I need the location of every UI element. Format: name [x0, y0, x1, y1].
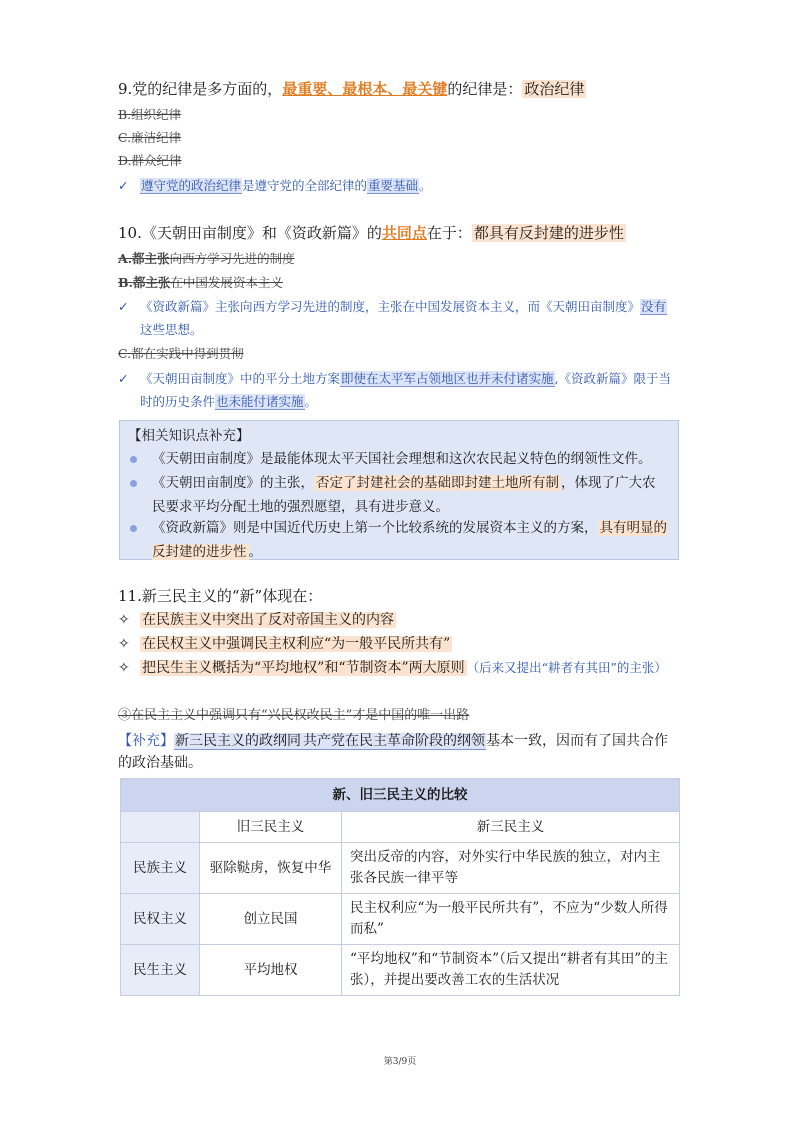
- diamond-bullet-icon: ✧: [118, 636, 130, 652]
- q10-option-a: [118, 249, 295, 269]
- q11-point-3-note: （后来又提出“耕者有其田”的主张）: [466, 660, 667, 675]
- table-row: [121, 894, 680, 945]
- q10-option-b-strong: B.都主张: [118, 275, 171, 290]
- knowledge-b3-a: 《资政新篇》则是中国近代历史上第一个比较系统的发展资本主义的方案，: [152, 520, 598, 536]
- bullet-dot-icon: [130, 456, 137, 463]
- row-name: 民族主义: [121, 843, 200, 894]
- q11-supplement-highlight-2: 共产党在民主革命阶段的纲领: [303, 733, 485, 749]
- q10-note-b-highlight: 没有: [641, 299, 667, 314]
- row-name: 民权主义: [121, 894, 200, 945]
- q10-note-b-text: 《资政新篇》主张向西方学习先进的制度，主张在中国发展资本主义，而《天朝田亩制度》: [140, 299, 641, 314]
- q10-note-c-c: ,《资政新篇》限于当时的历史条件: [140, 371, 672, 409]
- q11-supplement-highlight-1: 新三民主义的政纲同: [175, 733, 301, 749]
- q10-option-c: C.都在实践中得到贯彻: [118, 346, 244, 361]
- q10-emphasis: 共同点: [381, 224, 427, 242]
- diamond-bullet-icon: ✧: [118, 660, 130, 676]
- table-corner: [121, 812, 200, 843]
- bullet-dot-icon: [130, 525, 137, 532]
- table-row: [121, 945, 680, 996]
- row-new: 民主权利应“为一般平民所共有”，不应为“少数人所得而私”: [342, 894, 680, 945]
- q9-note-end: 。: [419, 178, 432, 193]
- table-title: 新、旧三民主义的比较: [121, 779, 680, 812]
- page-number: 第3/9页: [383, 1057, 417, 1067]
- q10-note-b-tail: 这些思想。: [140, 322, 203, 337]
- q10-explanation-b: [118, 295, 678, 341]
- knowledge-b2-c: ，体现了广大农民要求平均分配土地的强烈愿望，具有进步意义。: [152, 475, 656, 515]
- row-old: 平均地权: [200, 945, 342, 996]
- col-new: 新三民主义: [342, 812, 680, 843]
- q11-wrong-option: ③在民主主义中强调只有“兴民权改民主”才是中国的唯一出路: [118, 708, 470, 723]
- q9-note-highlight-2: 重要基础: [368, 178, 419, 193]
- q10-mid: 在于：: [426, 224, 472, 242]
- bullet-dot-icon: [130, 480, 137, 487]
- row-old: 创立民国: [200, 894, 342, 945]
- table-header-row: [121, 812, 680, 843]
- q11-point-1: [118, 609, 396, 631]
- q9-mid: 的纪律是：: [447, 80, 523, 98]
- row-name: 民生主义: [121, 945, 200, 996]
- knowledge-b3-c: 。: [248, 544, 262, 560]
- q11-supplement-tag: 【补充】: [118, 733, 174, 749]
- knowledge-b2-highlight: 否定了封建社会的基础即封建土地所有制: [316, 475, 559, 491]
- q9-explanation: [118, 174, 678, 197]
- q11-point-1-text: 在民族主义中突出了反对帝国主义的内容: [142, 612, 394, 628]
- knowledge-supplement-box: [119, 420, 679, 560]
- q11-point-3: [118, 657, 667, 679]
- knowledge-bullet-3: [128, 516, 668, 564]
- q11-point-3-text: 把民生主义概括为“平均地权”和“节制资本”两大原则: [142, 660, 465, 676]
- q11-point-2: [118, 633, 452, 655]
- q9-emphasis: 最重要、最根本、最关键: [282, 80, 448, 98]
- q10-note-c-highlight-2: 也未能付诸实施: [216, 394, 304, 409]
- q9-option-b: B.组织纪律: [118, 107, 182, 122]
- row-old: 驱除鞑虏，恢复中华: [200, 843, 342, 894]
- q10-note-c-highlight-1: 即使在太平军占领地区也并未付诸实施: [341, 371, 554, 386]
- q11-supplement-text: 基本一致，因而有了国共合作的政治基础。: [118, 733, 668, 771]
- check-icon: ✓: [118, 371, 129, 386]
- q9-note-text: 是遵守党的全部纪律的: [242, 178, 368, 193]
- diamond-bullet-icon: ✧: [118, 612, 130, 628]
- row-new: “平均地权”和“节制资本”（后又提出“耕者有其田”的主张），并提出要改善工农的生活状况: [342, 945, 680, 996]
- knowledge-b3-highlight: 具有明显的反封建的进步性: [152, 520, 667, 560]
- q9-note-highlight-1: 遵守党的政治纪律: [141, 178, 242, 193]
- question-9: [118, 78, 586, 100]
- q11-point-2-text: 在民权主义中强调民主权利应“为一般平民所共有”: [142, 636, 451, 652]
- comparison-table: [120, 778, 680, 996]
- q10-option-b-rest: 在中国发展资本主义: [170, 275, 283, 290]
- table-row: [121, 843, 680, 894]
- q10-note-c-a: 《天朝田亩制度》中的平分土地方案: [140, 371, 341, 386]
- q9-option-d: D.群众纪律: [118, 153, 182, 168]
- col-old: 旧三民主义: [200, 812, 342, 843]
- check-icon: ✓: [118, 299, 129, 314]
- q10-option-a-rest: 向西方学习先进的制度: [169, 251, 295, 266]
- knowledge-bullet-1: [128, 447, 668, 471]
- q10-option-a-strong: A.都主张: [118, 251, 170, 266]
- q9-answer: 政治纪律: [524, 80, 585, 98]
- knowledge-bullet-2: [128, 471, 668, 519]
- knowledge-bullet-1-text: 《天朝田亩制度》是最能体现太平天国社会理想和这次农民起义特色的纲领性文件。: [152, 451, 652, 467]
- q10-note-c-end: 。: [304, 394, 318, 409]
- q9-prefix: 9.党的纪律是多方面的，: [118, 80, 283, 98]
- knowledge-b2-a: 《天朝田亩制度》的主张，: [152, 475, 314, 491]
- check-icon: ✓: [118, 178, 129, 193]
- q11-supplement: [118, 730, 678, 774]
- q10-prefix: 10.《天朝田亩制度》和《资政新篇》的: [118, 224, 382, 242]
- knowledge-title: 【相关知识点补充】: [128, 428, 250, 444]
- row-new: 突出反帝的内容，对外实行中华民族的独立，对内主张各民族一律平等: [342, 843, 680, 894]
- q10-answer: 都具有反封建的进步性: [473, 224, 624, 242]
- q10-option-b: [118, 273, 283, 293]
- question-11: 11.新三民主义的“新”体现在：: [118, 587, 323, 605]
- q9-option-c: C.廉洁纪律: [118, 130, 182, 145]
- question-10: [118, 222, 626, 244]
- q10-explanation-c: [118, 367, 678, 413]
